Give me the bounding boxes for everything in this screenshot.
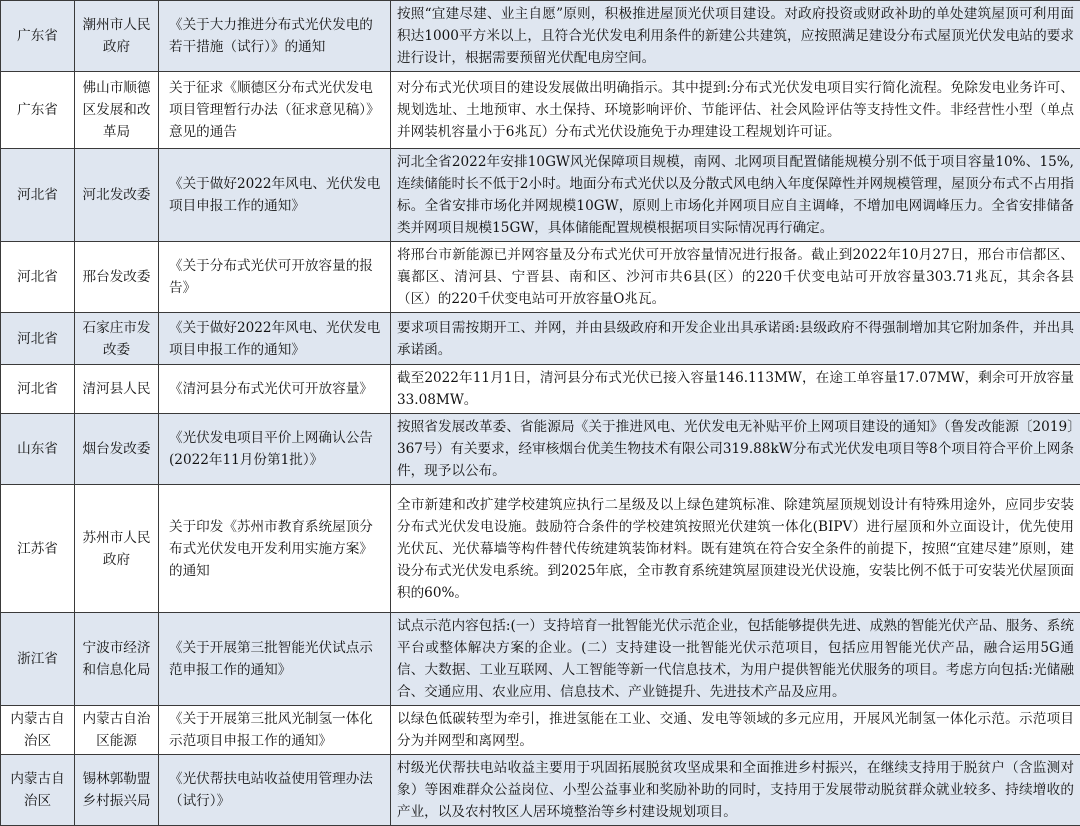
- table-row: [1, 313, 1080, 365]
- issuer-cell: 清河县人民: [75, 365, 159, 414]
- issuer-cell: 河北发改委: [75, 149, 159, 242]
- document-title-cell: 《光伏帮扶电站收益使用管理办法（试行）》: [159, 755, 391, 826]
- content-cell: 对分布式光伏项目的建设发展做出明确指示。其中提到:分布式光伏发电项目实行简化流程。免除发电业务许可、规划选址、土地预审、水土保持、环境影响评价、节能评估、社会风险评估等支持性文件。非经营性小型（单点并网装机容量小于6兆瓦）分布式光伏设施免于办理建设工程规划许可证。: [391, 72, 1080, 149]
- issuer-cell: 锡林郭勒盟乡村振兴局: [75, 755, 159, 826]
- document-title-cell: 《关于做好2022年风电、光伏发电项目申报工作的通知》: [159, 149, 391, 242]
- province-cell: 内蒙古自治区: [1, 706, 75, 755]
- document-title-cell: 《关于开展第三批风光制氢一体化示范项目申报工作的通知》: [159, 706, 391, 755]
- document-title-cell: 《关于做好2022年风电、光伏发电项目申报工作的通知》: [159, 313, 391, 365]
- province-cell: 河北省: [1, 242, 75, 313]
- issuer-cell: 烟台发改委: [75, 414, 159, 485]
- content-cell: 截至2022年11月1日，清河县分布式光伏已接入容量146.113MW，在途工单容量17.07MW，剩余可开放容量33.08MW。: [391, 365, 1080, 414]
- province-cell: 江苏省: [1, 485, 75, 613]
- province-cell: 内蒙古自治区: [1, 755, 75, 826]
- issuer-cell: 苏州市人民政府: [75, 485, 159, 613]
- table-row: [1, 706, 1080, 755]
- document-title-cell: 《关于开展第三批智能光伏试点示范申报工作的通知》: [159, 613, 391, 706]
- document-title-cell: 《清河县分布式光伏可开放容量》: [159, 365, 391, 414]
- content-cell: 河北全省2022年安排10GW风光保障项目规模，南网、北网项目配置储能规模分别不低于项目容量10%、15%,连续储能时长不低于2小时。地面分布式光伏以及分散式风电纳入年度保障性并网规模管理，屋顶分布式不占用指标。全省安排市场化并网规模10GW，原则上市场化并网项目应自主调峰，不增加电网调峰压力。全省安排储备类并网项目规模15GW，具体储能配置规模根据项目实际情况再行确定。: [391, 149, 1080, 242]
- content-cell: 试点示范内容包括:(一）支持培育一批智能光伏示范企业，包括能够提供先进、成熟的智能光伏产品、服务、系统平台或整体解决方案的企业。(二）支持建设一批智能光伏示范项目，包括应用智能光伏产品，融合运用5G通信、大数据、工业互联网、人工智能等新一代信息技术，为用户提供智能光伏服务的项目。考虑方向包括:光储融合、交通应用、农业应用、信息技术、产业链提升、先进技术产品及应用。: [391, 613, 1080, 706]
- content-cell: 全市新建和改扩建学校建筑应执行二星级及以上绿色建筑标准、除建筑屋顶规划设计有特殊用途外，应同步安装分布式光伏发电设施。鼓励符合条件的学校建筑按照光伏建筑一体化(BIPV）进行屋顶和外立面设计，优先使用光伏瓦、光伏幕墙等构件替代传统建筑装饰材料。既有建筑在符合安全条件的前提下，按照“宜建尽建”原则，建设分布式光伏发电系统。到2025年底，全市教育系统建筑屋顶建设光伏设施，安装比例不低于可安装光伏屋顶面积的60%。: [391, 485, 1080, 613]
- issuer-cell: 内蒙古自治区能源: [75, 706, 159, 755]
- content-cell: 按照省发展改革委、省能源局《关于推进风电、光伏发电无补贴平价上网项目建设的通知》（鲁发改能源〔2019〕367号）有关要求，经审核烟台优美生物技术有限公司319.88kW分布式光伏发电项目等8个项目符合平价上网条件，现予以公布。: [391, 414, 1080, 485]
- table-row: [1, 365, 1080, 414]
- table-row: [1, 414, 1080, 485]
- table-row: [1, 613, 1080, 706]
- issuer-cell: 石家庄市发改委: [75, 313, 159, 365]
- province-cell: 河北省: [1, 365, 75, 414]
- table-row: [1, 755, 1080, 826]
- document-title-cell: 关于征求《顺德区分布式光伏发电项目管理暂行办法（征求意见稿）》意见的通告: [159, 72, 391, 149]
- content-cell: 要求项目需按期开工、并网，并由县级政府和开发企业出具承诺函:县级政府不得强制增加其它附加条件，并出具承诺函。: [391, 313, 1080, 365]
- content-cell: 村级光伏帮扶电站收益主要用于巩固拓展脱贫攻坚成果和全面推进乡村振兴，在继续支持用于脱贫户（含监测对象）等困难群众公益岗位、小型公益事业和奖励补助的同时，支持用于发展带动脱贫群众就业较多、持续增收的产业，以及农村牧区人居环境整治等乡村建设规划项目。: [391, 755, 1080, 826]
- issuer-cell: 宁波市经济和信息化局: [75, 613, 159, 706]
- province-cell: 河北省: [1, 313, 75, 365]
- table-row: [1, 1, 1080, 72]
- province-cell: 广东省: [1, 1, 75, 72]
- content-cell: 按照“宜建尽建、业主自愿”原则，积极推进屋顶光伏项目建设。对政府投资或财政补助的单处建筑屋顶可利用面积达1000平方米以上，且符合光伏发电利用条件的新建公共建筑，应按照满足建设分布式屋顶光伏发电站的要求进行设计，根据需要预留光伏配电房空间。: [391, 1, 1080, 72]
- issuer-cell: 邢台发改委: [75, 242, 159, 313]
- table-row: [1, 485, 1080, 613]
- document-title-cell: 《光伏发电项目平价上网确认公告(2022年11月份第1批）》: [159, 414, 391, 485]
- issuer-cell: 佛山市顺德区发展和改革局: [75, 72, 159, 149]
- table-row: [1, 72, 1080, 149]
- table-row: [1, 149, 1080, 242]
- document-title-cell: 《关于分布式光伏可开放容量的报告》: [159, 242, 391, 313]
- province-cell: 河北省: [1, 149, 75, 242]
- content-cell: 将邢台市新能源已并网容量及分布式光伏可开放容量情况进行报备。截止到2022年10月27日，邢台市信都区、襄都区、清河县、宁晋县、南和区、沙河市共6县(区）的220千伏变电站可开放容量303.71兆瓦，其余各县（区）的220千伏变电站可开放容量O兆瓦。: [391, 242, 1080, 313]
- document-title-cell: 关于印发《苏州市教育系统屋顶分布式光伏发电开发利用实施方案》的通知: [159, 485, 391, 613]
- province-cell: 浙江省: [1, 613, 75, 706]
- document-title-cell: 《关于大力推进分布式光伏发电的若干措施（试行）》的通知: [159, 1, 391, 72]
- province-cell: 山东省: [1, 414, 75, 485]
- table-row: [1, 242, 1080, 313]
- province-cell: 广东省: [1, 72, 75, 149]
- content-cell: 以绿色低碳转型为牵引，推进氢能在工业、交通、发电等领域的多元应用，开展风光制氢一体化示范。示范项目分为并网型和离网型。: [391, 706, 1080, 755]
- issuer-cell: 潮州市人民政府: [75, 1, 159, 72]
